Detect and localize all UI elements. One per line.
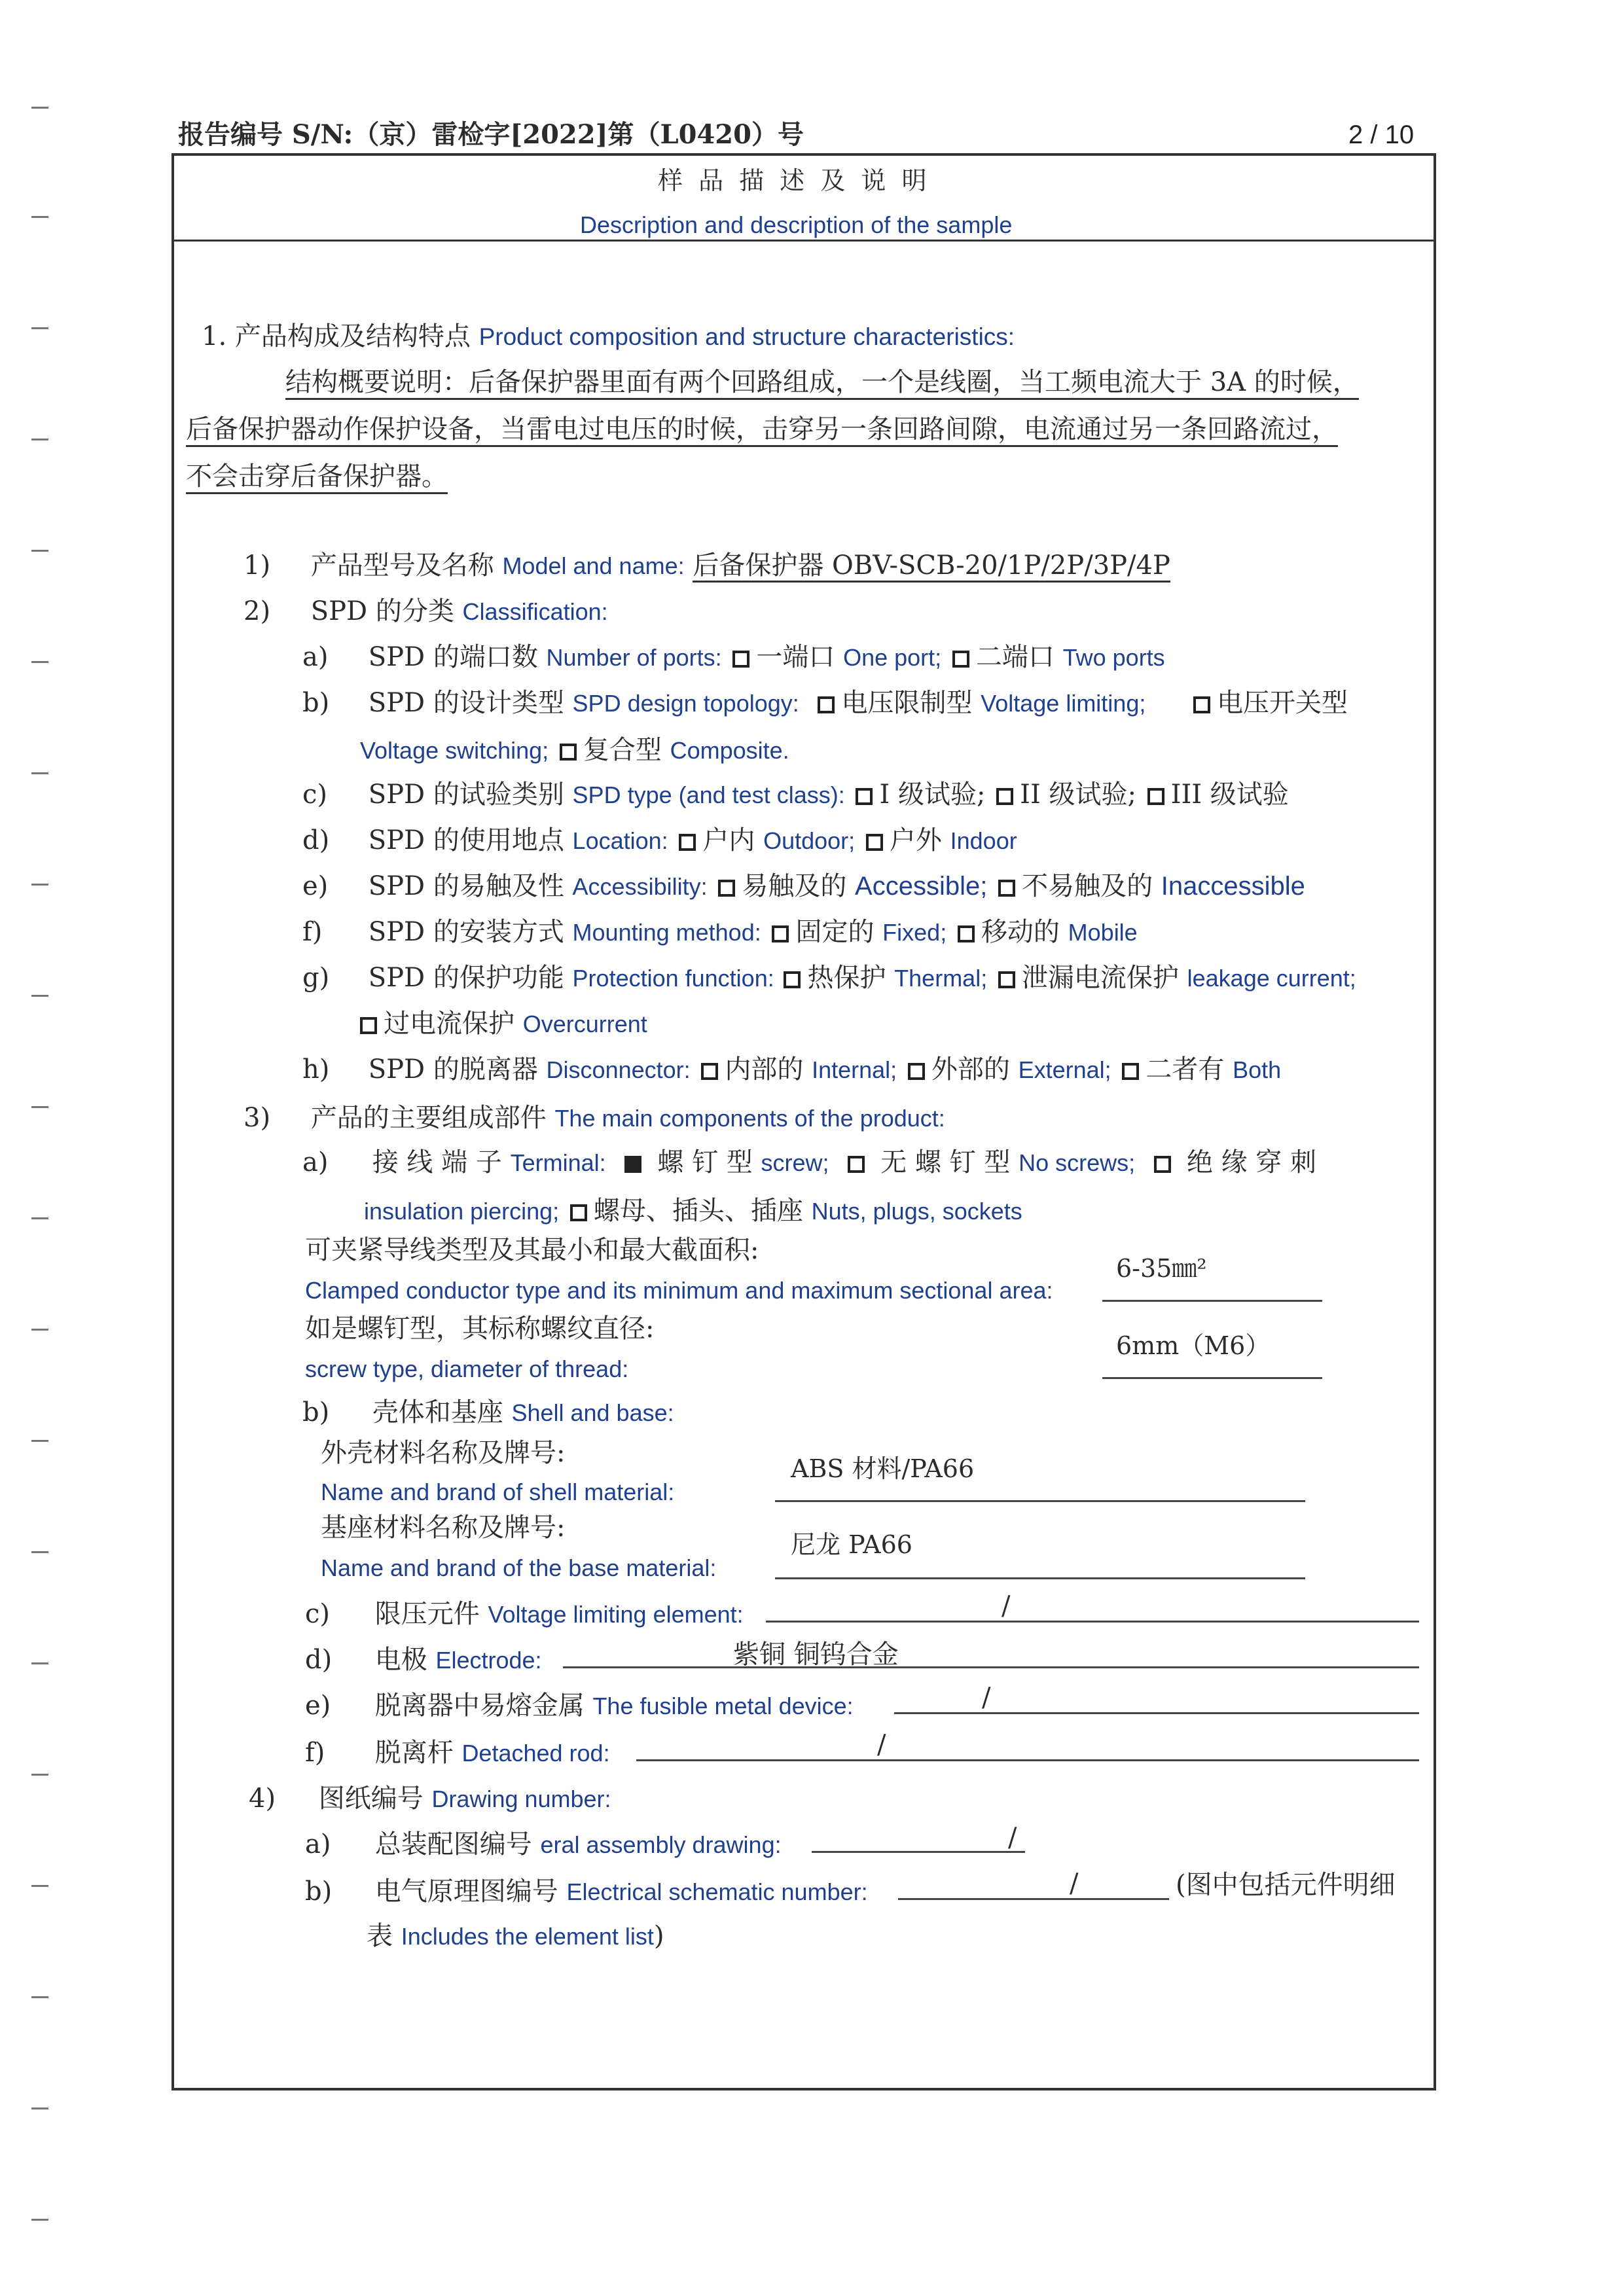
item2-en: Classification: [462, 598, 608, 625]
item4a-en: eral assembly drawing: [540, 1831, 782, 1858]
overcurrent-en: Overcurrent [522, 1011, 647, 1037]
voltage-switching-checkbox[interactable] [1193, 696, 1210, 713]
s1-para-line3: 不会击穿后备保护器。 [186, 461, 448, 494]
item1-en: Model and name: [502, 552, 685, 579]
screw-checkbox[interactable] [624, 1156, 641, 1173]
item2e-row [302, 870, 1305, 903]
item3-cn: 产品的主要组成部件 [310, 1103, 547, 1133]
item2e-label: e) [302, 871, 329, 901]
inaccessible-checkbox[interactable] [998, 880, 1015, 897]
item1-row [244, 550, 1170, 582]
item3e-value: / [982, 1683, 991, 1713]
item3d-label: d) [305, 1645, 333, 1675]
one-port-en: One port; [843, 644, 942, 671]
thermal-checkbox[interactable] [784, 971, 801, 988]
insulation-piercing-cn: 绝 缘 穿 刺 [1186, 1147, 1317, 1177]
internal-checkbox[interactable] [701, 1063, 718, 1080]
item3d-row [305, 1644, 542, 1676]
terminal-en: Terminal: [510, 1149, 606, 1176]
voltage-limiting-cn: 电压限制型 [841, 688, 973, 718]
base-label-cn: 基座材料名称及牌号: [321, 1513, 566, 1543]
item2-num: 2) [244, 596, 271, 626]
indoor-cn: 户内 [702, 825, 755, 855]
item3a-label: a) [302, 1147, 329, 1177]
item2d-label: d) [302, 825, 330, 855]
item4-num: 4) [249, 1784, 276, 1814]
item2-cn: SPD 的分类 [310, 596, 454, 626]
voltage-switching-en: Voltage switching; [360, 737, 549, 764]
thermal-cn: 热保护 [807, 963, 886, 993]
class-iii-checkbox[interactable] [1147, 788, 1164, 805]
clamp-underline [1102, 1300, 1322, 1302]
screw-diameter-en: screw type, diameter of thread: [305, 1355, 629, 1382]
item2f-row [302, 916, 1138, 948]
item2b-row [302, 687, 1348, 719]
item3d-cn: 电极 [374, 1645, 427, 1675]
class-ii-label: II 级试验; [1020, 780, 1136, 810]
item4b-row [305, 1876, 868, 1908]
s1-heading-cn: 1. 产品构成及结构特点 [202, 321, 471, 351]
item2a-cn: SPD 的端口数 [368, 642, 538, 672]
item3-en: The main components of the product: [554, 1105, 945, 1132]
indoor-en: Indoor [950, 827, 1017, 854]
item3d-en: Electrode: [435, 1647, 542, 1674]
item3f-en: Detached rod: [461, 1740, 610, 1767]
s1-para-line2: 后备保护器动作保护设备，当雷电过电压的时候，击穿另一条回路间隙，电流通过另一条回路流过， [186, 414, 1338, 447]
thermal-en: Thermal; [894, 965, 988, 992]
s1-para-line1: 结构概要说明：后备保护器里面有两个回路组成，一个是线圈，当工频电流大于 3A 的时候， [285, 367, 1359, 400]
base-label-en: Name and brand of the base material: [321, 1554, 717, 1581]
item2g-row2 [360, 1008, 647, 1040]
item4b-value: / [1070, 1869, 1079, 1899]
item3b-label: b) [302, 1397, 330, 1427]
external-en: External; [1018, 1056, 1111, 1083]
item3e-cn: 脱离器中易熔金属 [374, 1691, 585, 1721]
nuts-plugs-en: Nuts, plugs, sockets [811, 1198, 1022, 1225]
item3e-underline [894, 1712, 1419, 1714]
page-number: 2 / 10 [1348, 120, 1415, 149]
both-checkbox[interactable] [1122, 1063, 1139, 1080]
external-checkbox[interactable] [908, 1063, 925, 1080]
item2c-label: c) [302, 780, 328, 810]
item2e-cn: SPD 的易触及性 [368, 871, 564, 901]
item3-row [244, 1102, 945, 1134]
item3c-en: Voltage limiting element: [488, 1601, 744, 1628]
class-i-label: I 级试验; [879, 780, 986, 810]
screw-diameter-value: 6mm（M6） [1116, 1331, 1271, 1360]
item2-row [244, 596, 608, 628]
item3e-label: e) [305, 1691, 331, 1721]
clamp-value: 6-35㎜² [1116, 1254, 1207, 1283]
no-screws-checkbox[interactable] [848, 1156, 865, 1173]
class-iii-label: III 级试验 [1170, 780, 1289, 810]
item4b-note-line1: (图中包括元件明细 [1176, 1870, 1396, 1900]
item3d-value: 紫铜 铜钨合金 [733, 1640, 899, 1670]
voltage-switching-cn: 电压开关型 [1217, 688, 1348, 718]
outdoor-cn: 户外 [889, 825, 942, 855]
item4b-note-en: Includes the element list [401, 1923, 654, 1950]
item1-num: 1) [244, 550, 271, 581]
section-title-en: Description and description of the sample [580, 211, 1013, 238]
inaccessible-en: Inaccessible [1161, 872, 1305, 901]
item2h-label: h) [302, 1054, 330, 1085]
item3e-row [305, 1690, 854, 1722]
item2b-en: SPD design topology: [572, 690, 799, 717]
item4b-en: Electrical schematic number: [566, 1878, 868, 1905]
item3f-label: f) [305, 1738, 325, 1768]
item4a-row [305, 1829, 782, 1861]
screw-diameter-cn: 如是螺钉型，其标称螺纹直径: [305, 1314, 655, 1344]
overcurrent-cn: 过电流保护 [384, 1009, 514, 1039]
shell-underline [775, 1500, 1305, 1502]
item2c-en: SPD type (and test class): [572, 781, 845, 808]
indoor-checkbox[interactable] [679, 834, 696, 851]
item3-num: 3) [244, 1103, 271, 1133]
item3b-row [302, 1397, 674, 1429]
item2g-row [302, 962, 1356, 994]
item2b-row2 [360, 734, 789, 766]
item4b-note-cn: 表 [367, 1921, 393, 1951]
item3c-row [305, 1598, 744, 1630]
item4-row [249, 1783, 611, 1815]
insulation-piercing-en: insulation piercing; [364, 1198, 560, 1225]
overcurrent-checkbox[interactable] [360, 1017, 377, 1034]
mobile-en: Mobile [1068, 919, 1138, 946]
nuts-plugs-cn: 螺母、插头、插座 [593, 1196, 803, 1226]
accessible-checkbox[interactable] [718, 880, 735, 897]
both-en: Both [1233, 1056, 1282, 1083]
two-ports-en: Two ports [1062, 644, 1165, 671]
item4-en: Drawing number: [431, 1785, 611, 1812]
shell-value: ABS 材料/PA66 [791, 1454, 975, 1483]
voltage-limiting-checkbox[interactable] [818, 696, 835, 713]
item3a-row [302, 1147, 1316, 1179]
fixed-cn: 固定的 [795, 917, 875, 947]
item2a-row [302, 641, 1165, 673]
item2h-en: Disconnector: [546, 1056, 691, 1083]
item3b-en: Shell and base: [511, 1399, 674, 1426]
item3f-row [305, 1737, 610, 1769]
insulation-piercing-checkbox[interactable] [1154, 1156, 1171, 1173]
s1-heading [202, 321, 1015, 353]
inaccessible-cn: 不易触及的 [1022, 871, 1153, 901]
item3c-value: / [1001, 1591, 1011, 1621]
item4b-label: b) [305, 1876, 333, 1907]
clamp-label-en: Clamped conductor type and its minimum and maximum sectional area: [305, 1277, 1053, 1304]
nuts-plugs-checkbox[interactable] [570, 1204, 587, 1221]
item2d-row [302, 825, 1017, 857]
item1-value: 后备保护器 OBV-SCB-20/1P/2P/3P/4P [693, 550, 1170, 583]
shell-label-en: Name and brand of shell material: [321, 1479, 675, 1505]
mobile-checkbox[interactable] [958, 925, 975, 942]
item3c-cn: 限压元件 [374, 1599, 480, 1629]
section-title-cn: 样 品 描 述 及 说 明 [658, 166, 931, 195]
item4b-note-line2 [367, 1920, 664, 1952]
item2g-en: Protection function: [572, 965, 774, 992]
item2e-en: Accessibility: [572, 873, 708, 900]
item4a-cn: 总装配图编号 [374, 1829, 532, 1859]
shell-label-cn: 外壳材料名称及牌号: [321, 1438, 566, 1468]
item2b-label: b) [302, 688, 330, 718]
composite-cn: 复合型 [583, 735, 662, 765]
item2f-label: f) [302, 917, 323, 947]
mobile-cn: 移动的 [981, 917, 1060, 947]
leakage-en: leakage current; [1187, 965, 1356, 992]
item4a-underline [812, 1851, 1025, 1853]
two-ports-checkbox[interactable] [952, 651, 969, 668]
item3c-underline [766, 1621, 1419, 1623]
composite-checkbox[interactable] [560, 744, 577, 761]
outdoor-en: Outdoor; [763, 827, 856, 854]
outdoor-checkbox[interactable] [866, 834, 883, 851]
item3f-value: / [877, 1730, 886, 1760]
two-ports-cn: 二端口 [975, 642, 1055, 672]
report-number: 报告编号 S/N:（京）雷检字[2022]第（L0420）号 [178, 119, 804, 150]
item2h-cn: SPD 的脱离器 [368, 1054, 538, 1085]
fixed-checkbox[interactable] [772, 925, 789, 942]
item4b-cn: 电气原理图编号 [374, 1876, 558, 1907]
item2f-en: Mounting method: [572, 919, 761, 946]
fixed-en: Fixed; [882, 919, 947, 946]
terminal-cn: 接 线 端 子 [372, 1147, 502, 1177]
item2c-cn: SPD 的试验类别 [368, 780, 564, 810]
item4b-underline [898, 1898, 1169, 1900]
one-port-checkbox[interactable] [732, 651, 749, 668]
composite-en: Composite. [670, 737, 789, 764]
leakage-checkbox[interactable] [998, 971, 1015, 988]
base-underline [775, 1577, 1305, 1579]
both-cn: 二者有 [1146, 1054, 1225, 1085]
item4b-note-close: ) [653, 1921, 664, 1951]
accessible-cn: 易触及的 [742, 871, 847, 901]
item2a-label: a) [302, 642, 329, 672]
item2d-cn: SPD 的使用地点 [368, 825, 564, 855]
screw-en: screw; [761, 1149, 829, 1176]
item2b-cn: SPD 的设计类型 [368, 688, 564, 718]
item3d-underline [563, 1666, 1419, 1668]
item4a-label: a) [305, 1829, 331, 1859]
item2c-row [302, 779, 1289, 811]
accessible-en: Accessible; [855, 872, 988, 901]
voltage-limiting-en: Voltage limiting; [981, 690, 1146, 717]
no-screws-en: No screws; [1019, 1149, 1136, 1176]
item2f-cn: SPD 的安装方式 [368, 917, 564, 947]
item2h-row [302, 1054, 1281, 1086]
item4a-value: / [1008, 1823, 1017, 1853]
internal-en: Internal; [812, 1056, 897, 1083]
item3f-cn: 脱离杆 [374, 1738, 454, 1768]
item4-cn: 图纸编号 [318, 1784, 424, 1814]
item3c-label: c) [305, 1599, 331, 1629]
internal-cn: 内部的 [725, 1054, 804, 1085]
clamp-label-cn: 可夹紧导线类型及其最小和最大截面积: [305, 1235, 759, 1265]
item3f-underline [636, 1759, 1419, 1761]
item1-cn: 产品型号及名称 [310, 550, 494, 581]
item2g-cn: SPD 的保护功能 [368, 963, 564, 993]
external-cn: 外部的 [931, 1054, 1010, 1085]
one-port-cn: 一端口 [756, 642, 835, 672]
item2g-label: g) [302, 963, 330, 993]
item3b-cn: 壳体和基座 [372, 1397, 503, 1427]
item3e-en: The fusible metal device: [592, 1693, 854, 1719]
no-screws-cn: 无 螺 钉 型 [880, 1147, 1011, 1177]
screw-cn: 螺 钉 型 [657, 1147, 753, 1177]
s1-heading-en: Product composition and structure characteristics: [478, 323, 1015, 350]
class-ii-checkbox[interactable] [996, 788, 1013, 805]
item3a-row2 [364, 1195, 1022, 1227]
base-value: 尼龙 PA66 [791, 1530, 912, 1559]
class-i-checkbox[interactable] [856, 788, 873, 805]
item2a-en: Number of ports: [546, 644, 722, 671]
item2d-en: Location: [572, 827, 668, 854]
screw-underline [1102, 1377, 1322, 1379]
leakage-cn: 泄漏电流保护 [1021, 963, 1179, 993]
